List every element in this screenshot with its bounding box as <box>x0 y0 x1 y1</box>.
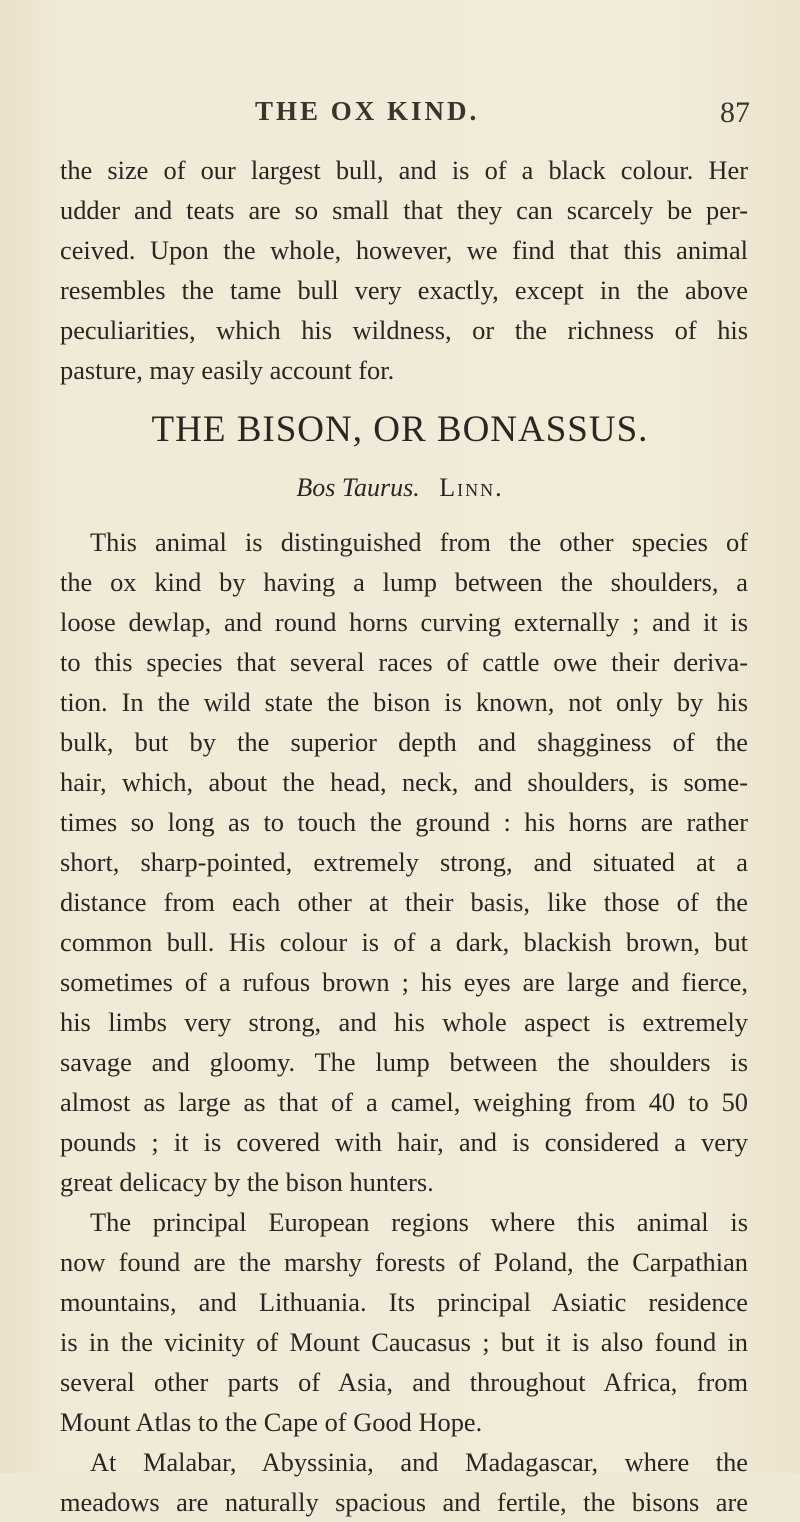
text-line: pounds ; it is covered with hair, and is considered a very <box>60 1127 748 1157</box>
text-line: short, sharp-pointed, extremely strong, and situated at a <box>60 847 748 877</box>
body-text <box>60 522 748 1522</box>
text-line: tion. In the wild state the bison is known, not only by his <box>60 687 748 717</box>
text-line: resembles the tame bull very exactly, except in the above <box>60 275 748 305</box>
text-line: meadows are naturally spacious and fertile, the bisons are <box>60 1487 748 1517</box>
text-line: times so long as to touch the ground : his horns are rather <box>60 807 748 837</box>
text-line: hair, which, about the head, neck, and shoulders, is some- <box>60 767 748 797</box>
text-line: sometimes of a rufous brown ; his eyes are large and fierce, <box>60 967 748 997</box>
text-line: peculiarities, which his wildness, or the richness of his <box>60 315 748 345</box>
text-line: pasture, may easily account for. <box>60 355 395 385</box>
running-head <box>60 96 750 136</box>
text-line: the size of our largest bull, and is of a black colour. Her <box>60 155 748 185</box>
text-line: distance from each other at their basis, like those of the <box>60 887 748 917</box>
text-line: loose dewlap, and round horns curving externally ; and it is <box>60 607 748 637</box>
text-line: is in the vicinity of Mount Caucasus ; but it is also found in <box>60 1327 748 1357</box>
running-title: THE OX KIND. <box>255 96 480 126</box>
text-line: At Malabar, Abyssinia, and Madagascar, where the <box>90 1447 748 1477</box>
text-line: mountains, and Lithuania. Its principal Asiatic residence <box>60 1287 748 1317</box>
text-line: to this species that several races of cattle owe their deriva- <box>60 647 748 677</box>
text-line: savage and gloomy. The lump between the shoulders is <box>60 1047 748 1077</box>
text-line: almost as large as that of a camel, weighing from 40 to 50 <box>60 1087 748 1117</box>
text-line: The principal European regions where this animal is <box>90 1207 748 1237</box>
section-subtitle <box>0 473 800 503</box>
section-title: THE BISON, OR BONASSUS. <box>151 409 649 450</box>
text-line: now found are the marshy forests of Poland, the Carpathian <box>60 1247 748 1277</box>
text-line: Mount Atlas to the Cape of Good Hope. <box>60 1407 483 1437</box>
text-line: udder and teats are so small that they can scarcely be per- <box>60 195 748 225</box>
text-line: ceived. Upon the whole, however, we find that this animal <box>60 235 748 265</box>
page-number: 87 <box>720 96 750 129</box>
paragraph-continuation <box>60 150 748 390</box>
text-line: the ox kind by having a lump between the shoulders, a <box>60 567 748 597</box>
species-name: Bos Taurus. <box>296 473 420 502</box>
text-line: great delicacy by the bison hunters. <box>60 1167 434 1197</box>
text-line: his limbs very strong, and his whole aspect is extremely <box>60 1007 748 1037</box>
text-line: This animal is distinguished from the other species of <box>90 527 748 557</box>
text-line: several other parts of Asia, and throughout Africa, from <box>60 1367 748 1397</box>
authority-name: Linn. <box>439 473 504 502</box>
text-line: bulk, but by the superior depth and shagginess of the <box>60 727 748 757</box>
text-line: common bull. His colour is of a dark, blackish brown, but <box>60 927 748 957</box>
